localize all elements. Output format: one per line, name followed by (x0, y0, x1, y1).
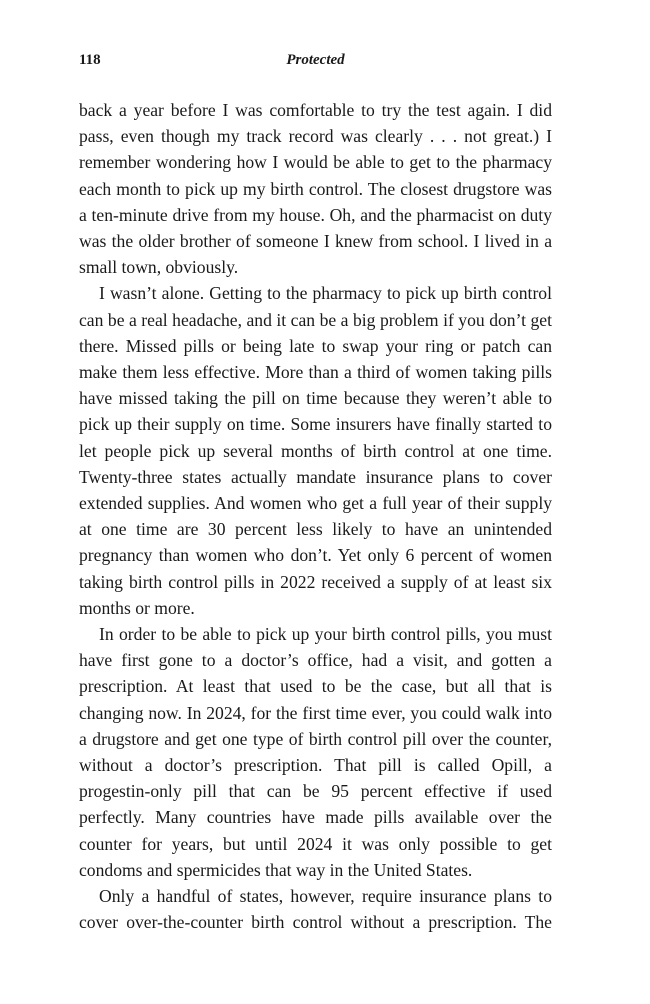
body-text (79, 97, 552, 936)
running-head (79, 49, 552, 71)
page-number: 118 (79, 52, 101, 68)
running-title: Protected (286, 52, 345, 68)
paragraph-4: Only a handful of states, however, require insurance plans to cover over-the-counter birth control without a prescription. The (79, 886, 552, 933)
paragraph-1: back a year before I was comfortable to try the test again. I did pass, even though my track record was clearly . . . not great.) I remember wondering how I would be able to get to the pharmacy each month to pick up my birth control. The closest drugstore was a ten-minute drive from my house. Oh, and the pharmacist on duty was the older brother of someone I knew from school. I lived in a small town, obviously. (79, 100, 552, 278)
paragraph-3: In order to be able to pick up your birth control pills, you must have first gone to a doctor’s office, had a visit, and gotten a prescription. At least that used to be the case, but all that is changing now. In 2024, for the first time ever, you could walk into a drugstore and get one type of birth control pill over the counter, without a doctor’s prescription. That pill is called Opill, a progestin-only pill that can be 95 percent effective if used perfectly. Many countries have made pills available over the counter for years, but until 2024 it was only possible to get condoms and spermicides that way in the United States. (79, 624, 552, 880)
paragraph-2: I wasn’t alone. Getting to the pharmacy to pick up birth control can be a real headache, and it can be a big problem if you don’t get there. Missed pills or being late to swap your ring or patch can make them less effective. More than a third of women taking pills have missed taking the pill on time because they weren’t able to pick up their supply on time. Some insurers have finally started to let people pick up several months of birth control at one time. Twenty-three states actually mandate insurance plans to cover extended supplies. And women who get a full year of their supply at one time are 30 percent less likely to have an unintended pregnancy than women who don’t. Yet only 6 percent of women taking birth control pills in 2022 received a supply of at least six months or more. (79, 283, 552, 618)
